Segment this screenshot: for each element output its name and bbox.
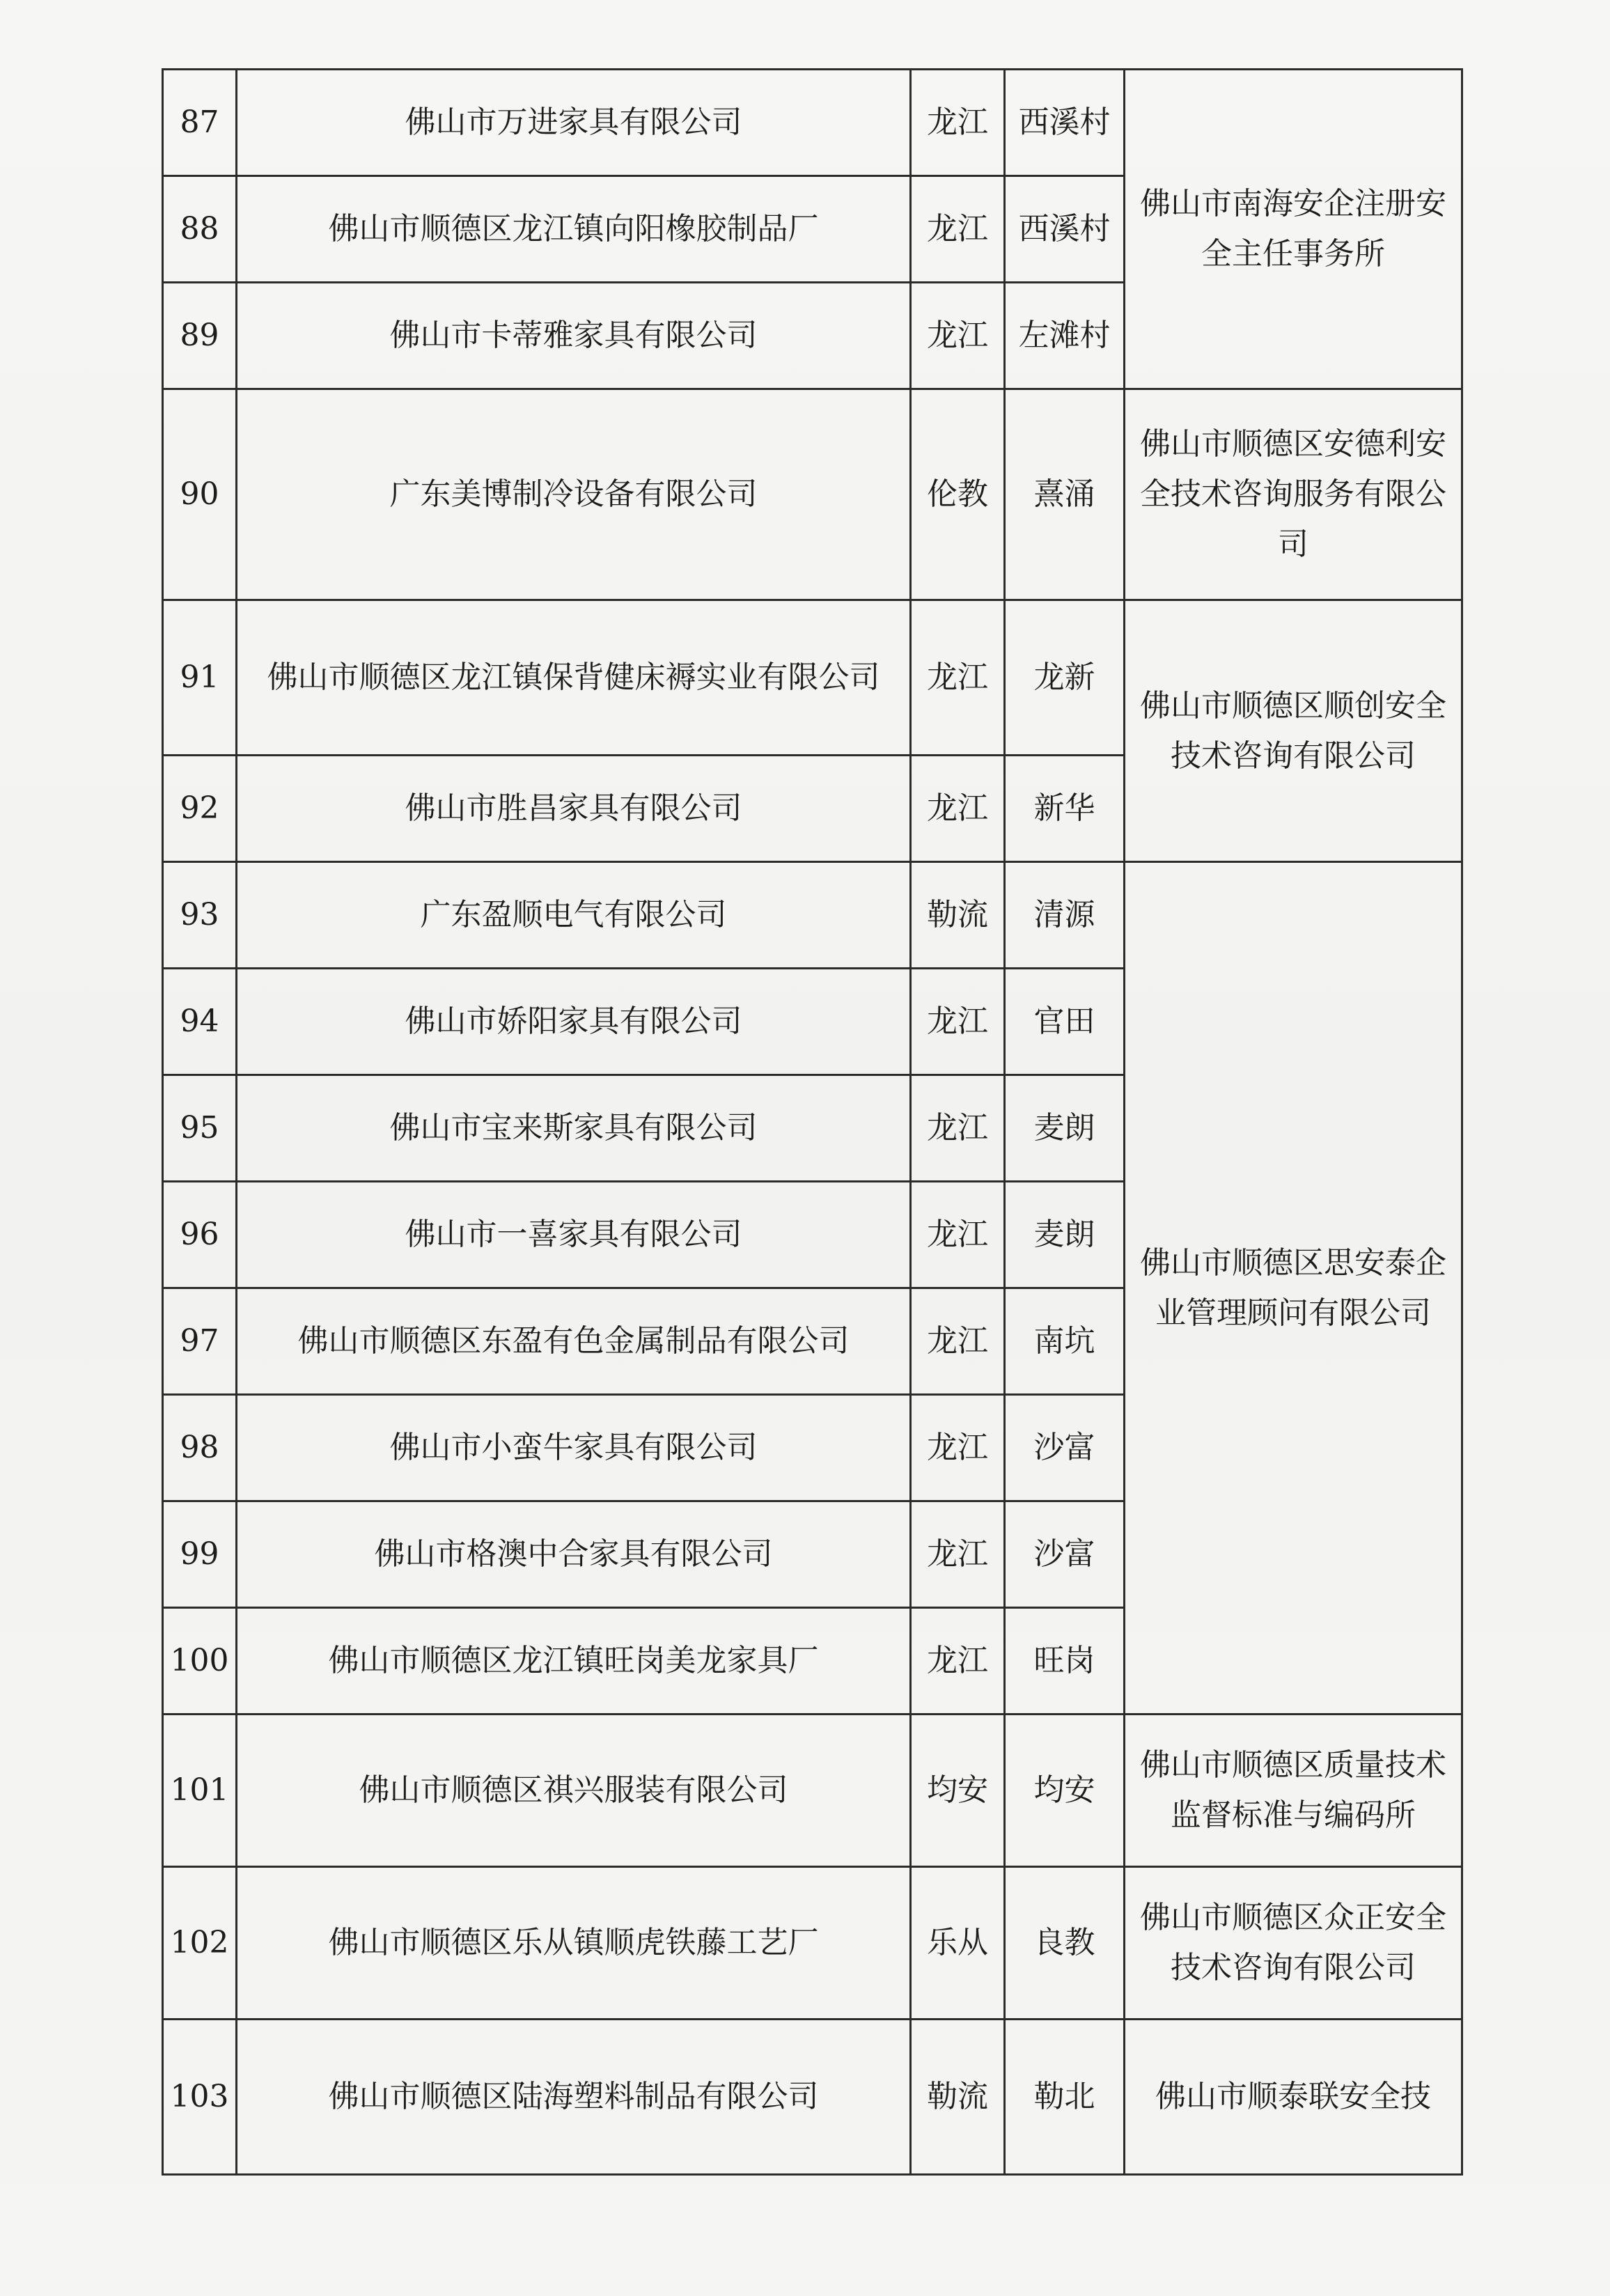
village: 新华: [1005, 756, 1125, 862]
table-row: [163, 600, 1462, 756]
service-agency: 佛山市南海安企注册安全主任事务所: [1125, 70, 1462, 389]
table-row: [163, 1715, 1462, 1867]
row-number: 101: [163, 1715, 237, 1867]
row-number: 102: [163, 1867, 237, 2020]
company-name: 佛山市卡蒂雅家具有限公司: [237, 283, 911, 389]
town: 勒流: [911, 862, 1005, 969]
town: 龙江: [911, 1395, 1005, 1501]
village: 麦朗: [1005, 1182, 1125, 1288]
village: 清源: [1005, 862, 1125, 969]
company-name: 佛山市顺德区龙江镇向阳橡胶制品厂: [237, 176, 911, 283]
row-number: 97: [163, 1288, 237, 1395]
company-name: 佛山市一喜家具有限公司: [237, 1182, 911, 1288]
company-name: 佛山市顺德区乐从镇顺虎铁藤工艺厂: [237, 1867, 911, 2020]
town: 龙江: [911, 756, 1005, 862]
row-number: 100: [163, 1608, 237, 1715]
company-name: 佛山市宝来斯家具有限公司: [237, 1075, 911, 1182]
town: 龙江: [911, 70, 1005, 176]
row-number: 91: [163, 600, 237, 756]
village: 熹涌: [1005, 389, 1125, 600]
company-name: 佛山市胜昌家具有限公司: [237, 756, 911, 862]
company-name: 佛山市娇阳家具有限公司: [237, 969, 911, 1075]
village: 均安: [1005, 1715, 1125, 1867]
company-name: 佛山市顺德区东盈有色金属制品有限公司: [237, 1288, 911, 1395]
village: 龙新: [1005, 600, 1125, 756]
town: 伦教: [911, 389, 1005, 600]
village: 南坑: [1005, 1288, 1125, 1395]
village: 沙富: [1005, 1501, 1125, 1608]
service-agency: 佛山市顺德区质量技术监督标准与编码所: [1125, 1715, 1462, 1867]
village: 良教: [1005, 1867, 1125, 2020]
row-number: 89: [163, 283, 237, 389]
company-name: 佛山市小蛮牛家具有限公司: [237, 1395, 911, 1501]
company-name: 广东盈顺电气有限公司: [237, 862, 911, 969]
company-name: 佛山市顺德区龙江镇保背健床褥实业有限公司: [237, 600, 911, 756]
company-name: 佛山市格澳中合家具有限公司: [237, 1501, 911, 1608]
row-number: 94: [163, 969, 237, 1075]
town: 龙江: [911, 1075, 1005, 1182]
village: 西溪村: [1005, 70, 1125, 176]
town: 龙江: [911, 1182, 1005, 1288]
row-number: 99: [163, 1501, 237, 1608]
company-name: 佛山市顺德区陆海塑料制品有限公司: [237, 2020, 911, 2175]
table-row: [163, 389, 1462, 600]
company-name: 佛山市万进家具有限公司: [237, 70, 911, 176]
village: 沙富: [1005, 1395, 1125, 1501]
row-number: 87: [163, 70, 237, 176]
table-row: [163, 1867, 1462, 2020]
service-agency: 佛山市顺德区顺创安全技术咨询有限公司: [1125, 600, 1462, 862]
village: 左滩村: [1005, 283, 1125, 389]
row-number: 90: [163, 389, 237, 600]
service-agency: 佛山市顺德区思安泰企业管理顾问有限公司: [1125, 862, 1462, 1715]
service-agency: 佛山市顺泰联安全技: [1125, 2020, 1462, 2175]
row-number: 92: [163, 756, 237, 862]
table-row: [163, 70, 1462, 176]
service-agency: 佛山市顺德区安德利安全技术咨询服务有限公司: [1125, 389, 1462, 600]
table-row: [163, 2020, 1462, 2175]
town: 龙江: [911, 1501, 1005, 1608]
village: 麦朗: [1005, 1075, 1125, 1182]
enterprise-table: [162, 68, 1463, 2176]
town: 勒流: [911, 2020, 1005, 2175]
row-number: 98: [163, 1395, 237, 1501]
village: 勒北: [1005, 2020, 1125, 2175]
row-number: 88: [163, 176, 237, 283]
town: 龙江: [911, 176, 1005, 283]
town: 龙江: [911, 1288, 1005, 1395]
company-name: 佛山市顺德区祺兴服装有限公司: [237, 1715, 911, 1867]
village: 西溪村: [1005, 176, 1125, 283]
company-name: 广东美博制冷设备有限公司: [237, 389, 911, 600]
town: 乐从: [911, 1867, 1005, 2020]
service-agency: 佛山市顺德区众正安全技术咨询有限公司: [1125, 1867, 1462, 2020]
row-number: 96: [163, 1182, 237, 1288]
row-number: 93: [163, 862, 237, 969]
village: 旺岗: [1005, 1608, 1125, 1715]
table-row: [163, 862, 1462, 969]
town: 龙江: [911, 283, 1005, 389]
row-number: 95: [163, 1075, 237, 1182]
town: 龙江: [911, 1608, 1005, 1715]
town: 龙江: [911, 969, 1005, 1075]
company-name: 佛山市顺德区龙江镇旺岗美龙家具厂: [237, 1608, 911, 1715]
town: 龙江: [911, 600, 1005, 756]
village: 官田: [1005, 969, 1125, 1075]
row-number: 103: [163, 2020, 237, 2175]
town: 均安: [911, 1715, 1005, 1867]
